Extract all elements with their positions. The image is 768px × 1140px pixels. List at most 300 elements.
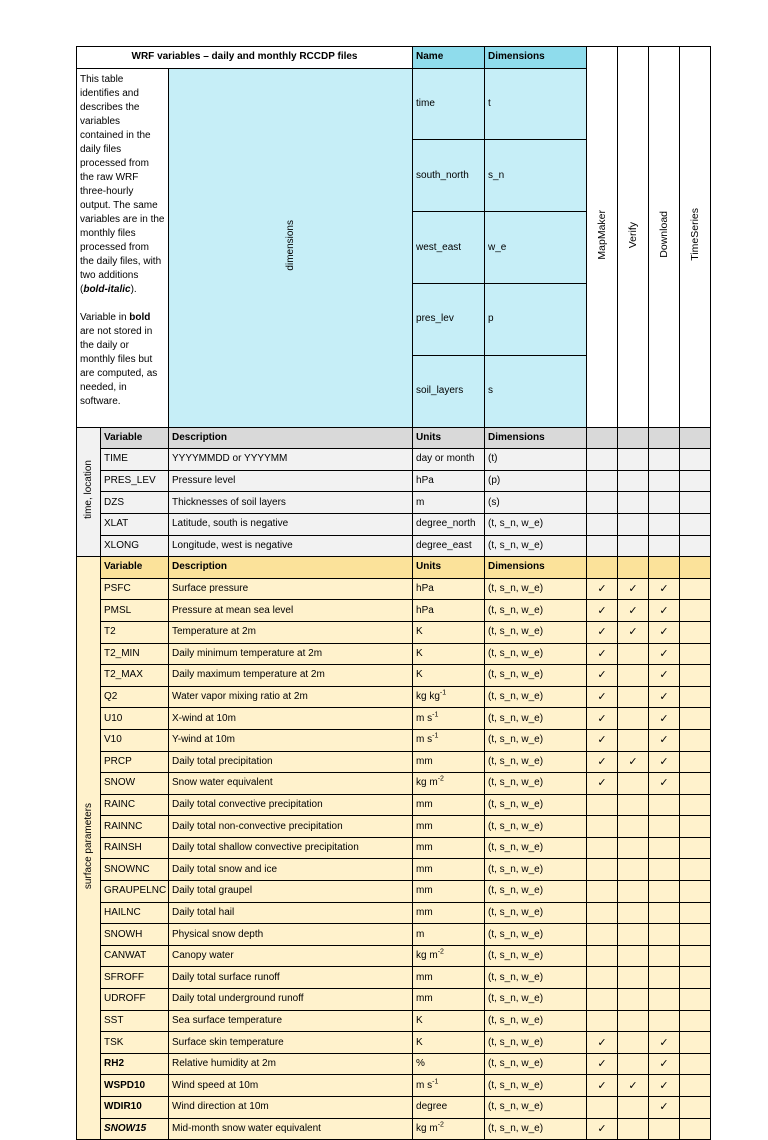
check-cell-verify bbox=[618, 989, 649, 1011]
table-row bbox=[77, 859, 711, 881]
intro-paragraph-1: This table identifies and describes the variables contained in the daily files processed from the raw WRF three-hourly output. The same variables are in the monthly files processed from the daily files, with two additions (bold-italic). bbox=[80, 73, 165, 295]
check-cell-verify bbox=[618, 794, 649, 816]
column-header-dimensions: Dimensions bbox=[485, 557, 587, 579]
check-cell-timeseries bbox=[680, 470, 711, 492]
check-cell-verify bbox=[618, 773, 649, 795]
check-cell-verify bbox=[618, 686, 649, 708]
variable-description: Water vapor mixing ratio at 2m bbox=[169, 686, 413, 708]
check-icon-download: ✓ bbox=[649, 621, 680, 643]
variable-name: TSK bbox=[101, 1032, 169, 1054]
tool-header-timeseries: TimeSeries bbox=[680, 47, 711, 428]
variable-units: degree bbox=[413, 1097, 485, 1119]
check-cell-timeseries bbox=[680, 643, 711, 665]
variable-description: Daily total precipitation bbox=[169, 751, 413, 773]
dimension-abbrev: w_e bbox=[485, 212, 587, 284]
check-icon-mapmaker: ✓ bbox=[587, 729, 618, 751]
variable-description: Surface skin temperature bbox=[169, 1032, 413, 1054]
check-cell-verify bbox=[618, 859, 649, 881]
check-cell-verify bbox=[618, 1010, 649, 1032]
variable-dimensions: (t, s_n, w_e) bbox=[485, 989, 587, 1011]
variable-description: Daily maximum temperature at 2m bbox=[169, 665, 413, 687]
variable-dimensions: (t, s_n, w_e) bbox=[485, 578, 587, 600]
variable-name: SNOWH bbox=[101, 924, 169, 946]
table-row bbox=[77, 1032, 711, 1054]
check-icon-download: ✓ bbox=[649, 686, 680, 708]
variable-dimensions: (t, s_n, w_e) bbox=[485, 794, 587, 816]
check-cell-download bbox=[649, 449, 680, 471]
table-row bbox=[77, 1053, 711, 1075]
check-cell-timeseries bbox=[680, 1053, 711, 1075]
check-cell-download bbox=[649, 902, 680, 924]
variable-description: Daily total convective precipitation bbox=[169, 794, 413, 816]
check-cell-mapmaker bbox=[587, 816, 618, 838]
table-row bbox=[77, 902, 711, 924]
check-cell-timeseries bbox=[680, 837, 711, 859]
check-cell-download bbox=[649, 945, 680, 967]
check-icon-download: ✓ bbox=[649, 1032, 680, 1054]
variable-dimensions: (t, s_n, w_e) bbox=[485, 773, 587, 795]
check-cell-timeseries bbox=[680, 1118, 711, 1140]
variable-units: mm bbox=[413, 794, 485, 816]
variable-description: Relative humidity at 2m bbox=[169, 1053, 413, 1075]
variable-units: hPa bbox=[413, 600, 485, 622]
variable-units: day or month bbox=[413, 449, 485, 471]
table-row bbox=[77, 578, 711, 600]
check-cell-verify bbox=[618, 1032, 649, 1054]
check-cell-mapmaker bbox=[587, 492, 618, 514]
table-row bbox=[77, 708, 711, 730]
variable-description: Pressure level bbox=[169, 470, 413, 492]
tool-header-download: Download bbox=[649, 47, 680, 428]
check-cell-timeseries bbox=[680, 1075, 711, 1097]
variable-units: K bbox=[413, 643, 485, 665]
table-row bbox=[77, 1097, 711, 1119]
variable-dimensions: (t, s_n, w_e) bbox=[485, 600, 587, 622]
variable-units: K bbox=[413, 665, 485, 687]
variable-name: SNOW15 bbox=[101, 1118, 169, 1140]
check-cell-verify bbox=[618, 729, 649, 751]
variable-name: V10 bbox=[101, 729, 169, 751]
variable-dimensions: (p) bbox=[485, 470, 587, 492]
column-header-description: Description bbox=[169, 427, 413, 449]
variable-name: SST bbox=[101, 1010, 169, 1032]
variable-name: RAINSH bbox=[101, 837, 169, 859]
intro-paragraph-2: Variable in bold are not stored in the daily or monthly files but are computed, as needed, in software. bbox=[80, 311, 158, 407]
check-cell-download bbox=[649, 967, 680, 989]
dimensions-group-label: dimensions bbox=[169, 68, 413, 427]
variable-units: degree_north bbox=[413, 513, 485, 535]
check-cell-timeseries bbox=[680, 816, 711, 838]
variable-description: Longitude, west is negative bbox=[169, 535, 413, 557]
variable-name: UDROFF bbox=[101, 989, 169, 1011]
variable-dimensions: (t, s_n, w_e) bbox=[485, 967, 587, 989]
table-row bbox=[77, 816, 711, 838]
check-cell-timeseries bbox=[680, 967, 711, 989]
variable-dimensions: (t, s_n, w_e) bbox=[485, 535, 587, 557]
variable-dimensions: (t, s_n, w_e) bbox=[485, 945, 587, 967]
check-icon-download: ✓ bbox=[649, 600, 680, 622]
check-icon-mapmaker: ✓ bbox=[587, 1118, 618, 1140]
check-cell-mapmaker bbox=[587, 535, 618, 557]
variable-description: Y-wind at 10m bbox=[169, 729, 413, 751]
variable-units: mm bbox=[413, 859, 485, 881]
variable-units: kg $kg^{-1}$ bbox=[413, 686, 485, 708]
table-row bbox=[77, 794, 711, 816]
variable-units: kg $m^{-2}$ bbox=[413, 1118, 485, 1140]
table-row bbox=[77, 924, 711, 946]
variable-dimensions: (t) bbox=[485, 449, 587, 471]
check-cell-download bbox=[649, 794, 680, 816]
table-row bbox=[77, 665, 711, 687]
tool-header-cell bbox=[680, 427, 711, 449]
check-cell-mapmaker bbox=[587, 470, 618, 492]
table-row bbox=[77, 1075, 711, 1097]
variable-description: Thicknesses of soil layers bbox=[169, 492, 413, 514]
tool-header-cell bbox=[587, 427, 618, 449]
check-cell-download bbox=[649, 859, 680, 881]
check-cell-mapmaker bbox=[587, 794, 618, 816]
variable-dimensions: (t, s_n, w_e) bbox=[485, 729, 587, 751]
variable-name: PSFC bbox=[101, 578, 169, 600]
variable-name: HAILNC bbox=[101, 902, 169, 924]
check-icon-verify: ✓ bbox=[618, 578, 649, 600]
table-title: WRF variables – daily and monthly RCCDP files bbox=[77, 47, 413, 69]
dimension-abbrev: t bbox=[485, 68, 587, 140]
check-cell-verify bbox=[618, 470, 649, 492]
dimension-abbrev: s bbox=[485, 355, 587, 427]
variable-units: m bbox=[413, 492, 485, 514]
check-cell-verify bbox=[618, 1097, 649, 1119]
variable-dimensions: (t, s_n, w_e) bbox=[485, 665, 587, 687]
variable-description: YYYYMMDD or YYYYMM bbox=[169, 449, 413, 471]
variable-units: mm bbox=[413, 989, 485, 1011]
check-cell-verify bbox=[618, 1053, 649, 1075]
check-cell-verify bbox=[618, 837, 649, 859]
check-icon-download: ✓ bbox=[649, 665, 680, 687]
surface-parameters-group-label: surface parameters bbox=[77, 557, 101, 1140]
variable-units: K bbox=[413, 621, 485, 643]
wrf-variables-table bbox=[76, 46, 711, 1140]
check-cell-mapmaker bbox=[587, 1097, 618, 1119]
variable-description: Daily total snow and ice bbox=[169, 859, 413, 881]
table-row bbox=[77, 686, 711, 708]
check-icon-mapmaker: ✓ bbox=[587, 751, 618, 773]
check-cell-verify bbox=[618, 945, 649, 967]
variable-units: degree_east bbox=[413, 535, 485, 557]
check-icon-mapmaker: ✓ bbox=[587, 1053, 618, 1075]
check-icon-download: ✓ bbox=[649, 751, 680, 773]
variable-dimensions: (s) bbox=[485, 492, 587, 514]
check-cell-mapmaker bbox=[587, 989, 618, 1011]
table-row bbox=[77, 773, 711, 795]
check-cell-verify bbox=[618, 708, 649, 730]
intro-text bbox=[77, 68, 169, 427]
dimension-abbrev: p bbox=[485, 283, 587, 355]
column-header-variable: Variable bbox=[101, 427, 169, 449]
check-cell-timeseries bbox=[680, 989, 711, 1011]
variable-description: Daily total underground runoff bbox=[169, 989, 413, 1011]
tool-header-cell bbox=[618, 557, 649, 579]
dimension-abbrev: s_n bbox=[485, 140, 587, 212]
check-cell-timeseries bbox=[680, 686, 711, 708]
tool-header-cell bbox=[587, 557, 618, 579]
check-icon-download: ✓ bbox=[649, 643, 680, 665]
variable-dimensions: (t, s_n, w_e) bbox=[485, 1010, 587, 1032]
check-icon-mapmaker: ✓ bbox=[587, 665, 618, 687]
check-icon-mapmaker: ✓ bbox=[587, 1032, 618, 1054]
variable-name: XLONG bbox=[101, 535, 169, 557]
check-cell-verify bbox=[618, 449, 649, 471]
tool-header-cell bbox=[649, 557, 680, 579]
table-row bbox=[77, 1118, 711, 1140]
variable-dimensions: (t, s_n, w_e) bbox=[485, 708, 587, 730]
table-row bbox=[77, 643, 711, 665]
tool-header-cell bbox=[618, 427, 649, 449]
column-header-units: Units bbox=[413, 557, 485, 579]
variable-dimensions: (t, s_n, w_e) bbox=[485, 1118, 587, 1140]
variable-units: mm bbox=[413, 902, 485, 924]
column-header-variable: Variable bbox=[101, 557, 169, 579]
table-row bbox=[77, 621, 711, 643]
variable-name: CANWAT bbox=[101, 945, 169, 967]
variable-description: Daily total surface runoff bbox=[169, 967, 413, 989]
variable-description: Daily total non-convective precipitation bbox=[169, 816, 413, 838]
check-cell-download bbox=[649, 816, 680, 838]
check-cell-timeseries bbox=[680, 535, 711, 557]
variable-name: RAINNC bbox=[101, 816, 169, 838]
variable-units: kg $m^{-2}$ bbox=[413, 773, 485, 795]
check-cell-timeseries bbox=[680, 902, 711, 924]
variable-description: Temperature at 2m bbox=[169, 621, 413, 643]
variable-name: TIME bbox=[101, 449, 169, 471]
variable-dimensions: (t, s_n, w_e) bbox=[485, 643, 587, 665]
variable-units: m bbox=[413, 924, 485, 946]
variable-name: T2 bbox=[101, 621, 169, 643]
variable-name: DZS bbox=[101, 492, 169, 514]
variable-name: PRES_LEV bbox=[101, 470, 169, 492]
variable-name: SFROFF bbox=[101, 967, 169, 989]
check-cell-timeseries bbox=[680, 1097, 711, 1119]
variable-name: XLAT bbox=[101, 513, 169, 535]
variable-description: Daily minimum temperature at 2m bbox=[169, 643, 413, 665]
check-cell-mapmaker bbox=[587, 967, 618, 989]
check-icon-mapmaker: ✓ bbox=[587, 621, 618, 643]
variable-name: WSPD10 bbox=[101, 1075, 169, 1097]
table-row bbox=[77, 967, 711, 989]
table-row bbox=[77, 945, 711, 967]
variable-units: mm bbox=[413, 751, 485, 773]
variable-description: Pressure at mean sea level bbox=[169, 600, 413, 622]
variable-dimensions: (t, s_n, w_e) bbox=[485, 816, 587, 838]
check-icon-download: ✓ bbox=[649, 578, 680, 600]
check-cell-verify bbox=[618, 513, 649, 535]
check-cell-verify bbox=[618, 665, 649, 687]
variables-sheet bbox=[76, 46, 710, 1135]
check-cell-download bbox=[649, 535, 680, 557]
check-cell-timeseries bbox=[680, 578, 711, 600]
variable-units: K bbox=[413, 1032, 485, 1054]
variable-name: Q2 bbox=[101, 686, 169, 708]
variable-dimensions: (t, s_n, w_e) bbox=[485, 686, 587, 708]
check-cell-timeseries bbox=[680, 881, 711, 903]
variable-description: Wind direction at 10m bbox=[169, 1097, 413, 1119]
variable-dimensions: (t, s_n, w_e) bbox=[485, 751, 587, 773]
check-cell-verify bbox=[618, 924, 649, 946]
check-cell-timeseries bbox=[680, 1032, 711, 1054]
check-icon-verify: ✓ bbox=[618, 1075, 649, 1097]
variable-description: Sea surface temperature bbox=[169, 1010, 413, 1032]
dimension-name: south_north bbox=[413, 140, 485, 212]
check-cell-timeseries bbox=[680, 708, 711, 730]
table-row bbox=[77, 837, 711, 859]
check-cell-mapmaker bbox=[587, 902, 618, 924]
variable-name: T2_MAX bbox=[101, 665, 169, 687]
variable-name: GRAUPELNC bbox=[101, 881, 169, 903]
variable-units: m $s^{-1}$ bbox=[413, 1075, 485, 1097]
variable-dimensions: (t, s_n, w_e) bbox=[485, 1032, 587, 1054]
variable-dimensions: (t, s_n, w_e) bbox=[485, 1075, 587, 1097]
table-row bbox=[77, 989, 711, 1011]
check-cell-timeseries bbox=[680, 924, 711, 946]
check-icon-mapmaker: ✓ bbox=[587, 708, 618, 730]
variable-description: Latitude, south is negative bbox=[169, 513, 413, 535]
variable-dimensions: (t, s_n, w_e) bbox=[485, 902, 587, 924]
check-icon-verify: ✓ bbox=[618, 600, 649, 622]
check-cell-mapmaker bbox=[587, 449, 618, 471]
check-cell-verify bbox=[618, 1118, 649, 1140]
check-icon-download: ✓ bbox=[649, 729, 680, 751]
check-cell-timeseries bbox=[680, 945, 711, 967]
tool-header-mapmaker: MapMaker bbox=[587, 47, 618, 428]
dimension-name: west_east bbox=[413, 212, 485, 284]
check-cell-download bbox=[649, 470, 680, 492]
table-row bbox=[77, 492, 711, 514]
variable-description: Wind speed at 10m bbox=[169, 1075, 413, 1097]
variable-name: SNOWNC bbox=[101, 859, 169, 881]
variable-description: Daily total graupel bbox=[169, 881, 413, 903]
tool-header-verify: Verify bbox=[618, 47, 649, 428]
column-header-units: Units bbox=[413, 427, 485, 449]
dimension-name: soil_layers bbox=[413, 355, 485, 427]
variable-description: Physical snow depth bbox=[169, 924, 413, 946]
table-row bbox=[77, 751, 711, 773]
check-cell-download bbox=[649, 837, 680, 859]
check-cell-download bbox=[649, 924, 680, 946]
variable-units: % bbox=[413, 1053, 485, 1075]
check-cell-timeseries bbox=[680, 773, 711, 795]
check-cell-verify bbox=[618, 816, 649, 838]
variable-name: RAINC bbox=[101, 794, 169, 816]
variable-description: Canopy water bbox=[169, 945, 413, 967]
dimensions-header-dims: Dimensions bbox=[485, 47, 587, 69]
check-cell-download bbox=[649, 1010, 680, 1032]
variable-description: Surface pressure bbox=[169, 578, 413, 600]
table-row bbox=[77, 513, 711, 535]
check-cell-verify bbox=[618, 902, 649, 924]
variable-units: mm bbox=[413, 881, 485, 903]
check-cell-download bbox=[649, 989, 680, 1011]
variable-dimensions: (t, s_n, w_e) bbox=[485, 1053, 587, 1075]
variable-units: hPa bbox=[413, 470, 485, 492]
check-cell-download bbox=[649, 1118, 680, 1140]
check-cell-mapmaker bbox=[587, 924, 618, 946]
check-cell-verify bbox=[618, 535, 649, 557]
column-header-dimensions: Dimensions bbox=[485, 427, 587, 449]
check-cell-timeseries bbox=[680, 492, 711, 514]
variable-description: X-wind at 10m bbox=[169, 708, 413, 730]
check-icon-download: ✓ bbox=[649, 1053, 680, 1075]
check-cell-verify bbox=[618, 967, 649, 989]
check-cell-download bbox=[649, 513, 680, 535]
table-row bbox=[77, 600, 711, 622]
variable-name: PMSL bbox=[101, 600, 169, 622]
check-cell-timeseries bbox=[680, 729, 711, 751]
table-row bbox=[77, 449, 711, 471]
variable-dimensions: (t, s_n, w_e) bbox=[485, 513, 587, 535]
check-icon-mapmaker: ✓ bbox=[587, 600, 618, 622]
check-icon-mapmaker: ✓ bbox=[587, 1075, 618, 1097]
variable-description: Mid-month snow water equivalent bbox=[169, 1118, 413, 1140]
variable-description: Daily total hail bbox=[169, 902, 413, 924]
variable-units: K bbox=[413, 1010, 485, 1032]
check-cell-mapmaker bbox=[587, 1010, 618, 1032]
variable-units: hPa bbox=[413, 578, 485, 600]
check-cell-mapmaker bbox=[587, 513, 618, 535]
variable-dimensions: (t, s_n, w_e) bbox=[485, 621, 587, 643]
check-cell-timeseries bbox=[680, 600, 711, 622]
variable-dimensions: (t, s_n, w_e) bbox=[485, 881, 587, 903]
table-row bbox=[77, 881, 711, 903]
check-cell-download bbox=[649, 881, 680, 903]
variable-dimensions: (t, s_n, w_e) bbox=[485, 837, 587, 859]
variable-units: mm bbox=[413, 967, 485, 989]
check-cell-mapmaker bbox=[587, 837, 618, 859]
variable-units: m $s^{-1}$ bbox=[413, 729, 485, 751]
check-cell-mapmaker bbox=[587, 945, 618, 967]
check-icon-mapmaker: ✓ bbox=[587, 643, 618, 665]
variable-units: kg $m^{-2}$ bbox=[413, 945, 485, 967]
variable-units: mm bbox=[413, 816, 485, 838]
variable-units: m $s^{-1}$ bbox=[413, 708, 485, 730]
variable-name: U10 bbox=[101, 708, 169, 730]
dimension-name: pres_lev bbox=[413, 283, 485, 355]
variable-name: T2_MIN bbox=[101, 643, 169, 665]
check-icon-verify: ✓ bbox=[618, 751, 649, 773]
check-icon-mapmaker: ✓ bbox=[587, 686, 618, 708]
check-icon-download: ✓ bbox=[649, 773, 680, 795]
dimension-name: time bbox=[413, 68, 485, 140]
check-cell-mapmaker bbox=[587, 881, 618, 903]
tool-header-cell bbox=[680, 557, 711, 579]
check-icon-verify: ✓ bbox=[618, 621, 649, 643]
check-icon-download: ✓ bbox=[649, 1097, 680, 1119]
variable-name: WDIR10 bbox=[101, 1097, 169, 1119]
check-icon-mapmaker: ✓ bbox=[587, 578, 618, 600]
tool-header-cell bbox=[649, 427, 680, 449]
table-row bbox=[77, 535, 711, 557]
check-cell-verify bbox=[618, 881, 649, 903]
check-cell-timeseries bbox=[680, 665, 711, 687]
column-header-description: Description bbox=[169, 557, 413, 579]
check-cell-verify bbox=[618, 492, 649, 514]
check-cell-verify bbox=[618, 643, 649, 665]
variable-dimensions: (t, s_n, w_e) bbox=[485, 859, 587, 881]
variable-name: PRCP bbox=[101, 751, 169, 773]
check-icon-download: ✓ bbox=[649, 708, 680, 730]
dimensions-header-name: Name bbox=[413, 47, 485, 69]
check-cell-timeseries bbox=[680, 513, 711, 535]
check-cell-timeseries bbox=[680, 449, 711, 471]
